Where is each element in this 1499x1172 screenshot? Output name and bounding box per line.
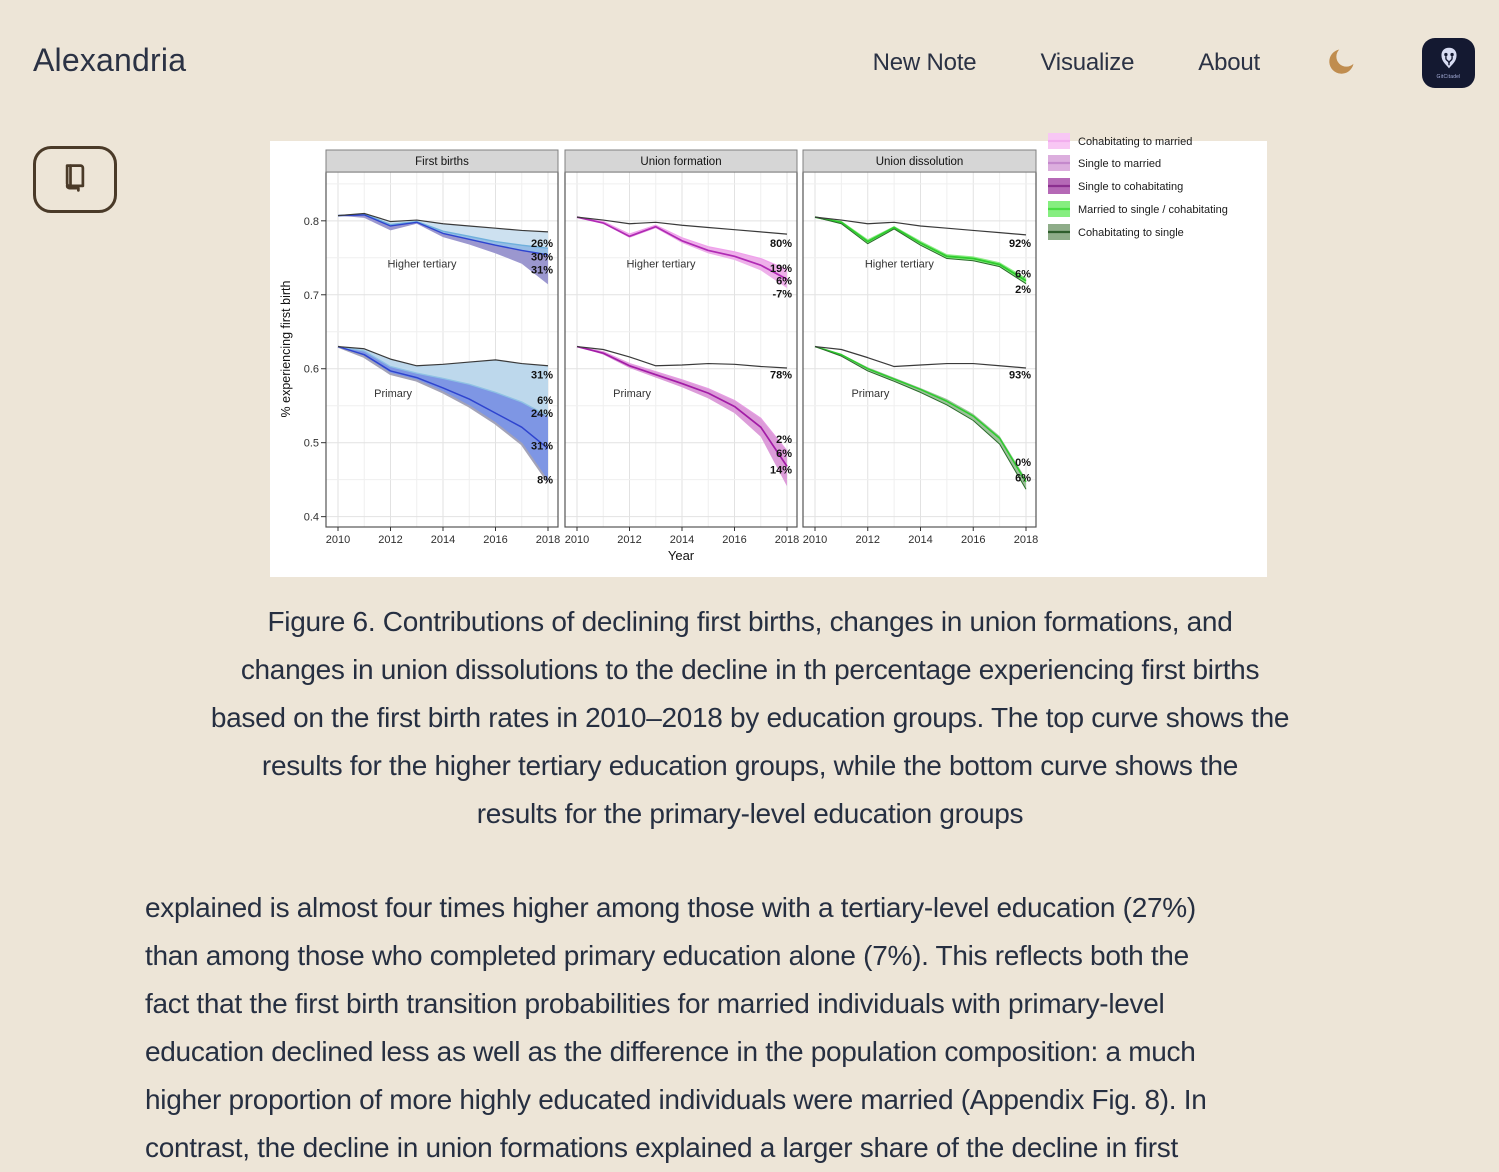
svg-text:2012: 2012 <box>378 534 403 546</box>
svg-text:2016: 2016 <box>722 534 747 546</box>
caption-line: changes in union dissolutions to the decline in th percentage experiencing first births <box>240 654 1260 685</box>
svg-text:0.7: 0.7 <box>303 289 319 302</box>
svg-text:14%: 14% <box>769 464 792 477</box>
svg-text:31%: 31% <box>530 440 553 453</box>
article-line: than among those who completed primary education alone (7%). This reflects both the <box>145 940 1189 971</box>
svg-text:2012: 2012 <box>617 534 642 546</box>
svg-text:Year: Year <box>667 548 695 563</box>
svg-text:Union formation: Union formation <box>640 156 722 168</box>
logo-label: GitCitadel <box>1436 74 1461 80</box>
caption-line: results for the higher tertiary education groups, while the bottom curve shows the <box>261 750 1239 781</box>
svg-text:% experiencing first birth: % experiencing first birth <box>279 280 293 418</box>
svg-text:0%: 0% <box>1015 456 1031 469</box>
svg-text:2018: 2018 <box>1013 534 1039 546</box>
svg-text:6%: 6% <box>537 394 553 407</box>
nav-new-note[interactable]: New Note <box>872 49 977 76</box>
svg-text:Higher tertiary: Higher tertiary <box>626 258 696 271</box>
nav-visualize[interactable]: Visualize <box>1040 49 1135 76</box>
svg-text:6%: 6% <box>776 448 792 461</box>
figure-chart-svg <box>270 136 1267 577</box>
book-icon <box>57 160 93 199</box>
svg-text:24%: 24% <box>530 408 553 421</box>
svg-text:Primary: Primary <box>851 387 890 400</box>
logo-button[interactable] <box>1422 38 1475 88</box>
svg-text:Union dissolution: Union dissolution <box>875 156 964 168</box>
svg-text:2018: 2018 <box>535 534 561 546</box>
svg-text:2%: 2% <box>776 433 792 446</box>
gitcitadel-logo-icon <box>1438 46 1460 73</box>
svg-text:Married to single / cohabitati: Married to single / cohabitating <box>1078 204 1228 216</box>
svg-text:Higher tertiary: Higher tertiary <box>864 258 934 271</box>
reader-mode-button[interactable] <box>33 146 117 213</box>
svg-text:0.6: 0.6 <box>303 363 319 376</box>
svg-text:Cohabitating to single: Cohabitating to single <box>1078 227 1184 239</box>
svg-text:30%: 30% <box>530 251 553 264</box>
svg-text:6%: 6% <box>776 275 792 288</box>
main-nav <box>873 38 1475 88</box>
svg-text:Single to married: Single to married <box>1078 158 1162 170</box>
svg-text:-7%: -7% <box>772 288 792 301</box>
svg-text:0.4: 0.4 <box>303 511 319 524</box>
article-line: fact that the first birth transition probabilities for married individuals with primary-level <box>145 988 1165 1019</box>
svg-text:0.8: 0.8 <box>303 215 319 228</box>
theme-toggle-button[interactable] <box>1324 45 1358 82</box>
article-line: higher proportion of more highly educated individuals were married (Appendix Fig. 8). In <box>145 1084 1207 1115</box>
svg-text:8%: 8% <box>537 474 553 487</box>
figure-image <box>270 136 1267 577</box>
svg-text:2012: 2012 <box>855 534 880 546</box>
moon-icon <box>1324 45 1358 82</box>
svg-text:First births: First births <box>415 156 469 168</box>
svg-text:2018: 2018 <box>774 534 800 546</box>
svg-text:26%: 26% <box>530 238 553 250</box>
svg-text:78%: 78% <box>769 369 792 382</box>
svg-text:2010: 2010 <box>564 534 590 546</box>
caption-line: results for the primary-level education groups <box>476 798 1024 829</box>
svg-text:Primary: Primary <box>613 387 652 400</box>
svg-text:2014: 2014 <box>430 534 456 546</box>
svg-text:92%: 92% <box>1008 238 1031 250</box>
svg-text:Primary: Primary <box>374 387 413 400</box>
nav-about[interactable]: About <box>1198 49 1260 76</box>
svg-text:Single to cohabitating: Single to cohabitating <box>1078 181 1184 193</box>
svg-text:2010: 2010 <box>802 534 828 546</box>
svg-text:93%: 93% <box>1008 369 1031 382</box>
svg-text:6%: 6% <box>1015 472 1031 485</box>
article-line: education declined less as well as the difference in the population composition: a much <box>145 1036 1196 1067</box>
caption-line: Figure 6. Contributions of declining first births, changes in union formations, and <box>267 606 1233 637</box>
svg-text:2014: 2014 <box>669 534 695 546</box>
svg-text:2%: 2% <box>1015 283 1031 296</box>
svg-text:Cohabitating to married: Cohabitating to married <box>1078 136 1193 148</box>
svg-text:19%: 19% <box>769 263 792 276</box>
svg-text:2010: 2010 <box>325 534 351 546</box>
svg-text:31%: 31% <box>530 264 553 277</box>
article-line: explained is almost four times higher among those with a tertiary-level education (27%) <box>145 892 1196 923</box>
article-line: contrast, the decline in union formations explained a larger share of the decline in first <box>145 1132 1178 1163</box>
svg-text:Higher tertiary: Higher tertiary <box>387 258 457 271</box>
caption-line: based on the first birth rates in 2010–2018 by education groups. The top curve shows the <box>210 702 1290 733</box>
svg-text:2016: 2016 <box>961 534 986 546</box>
figure-caption <box>120 598 1380 838</box>
svg-text:6%: 6% <box>1015 268 1031 281</box>
svg-text:2016: 2016 <box>483 534 508 546</box>
svg-text:0.5: 0.5 <box>303 437 319 450</box>
app-title[interactable]: Alexandria <box>33 42 187 78</box>
svg-text:2014: 2014 <box>908 534 933 546</box>
svg-text:31%: 31% <box>530 369 553 382</box>
svg-text:80%: 80% <box>769 238 792 250</box>
article-text <box>145 884 1425 1172</box>
